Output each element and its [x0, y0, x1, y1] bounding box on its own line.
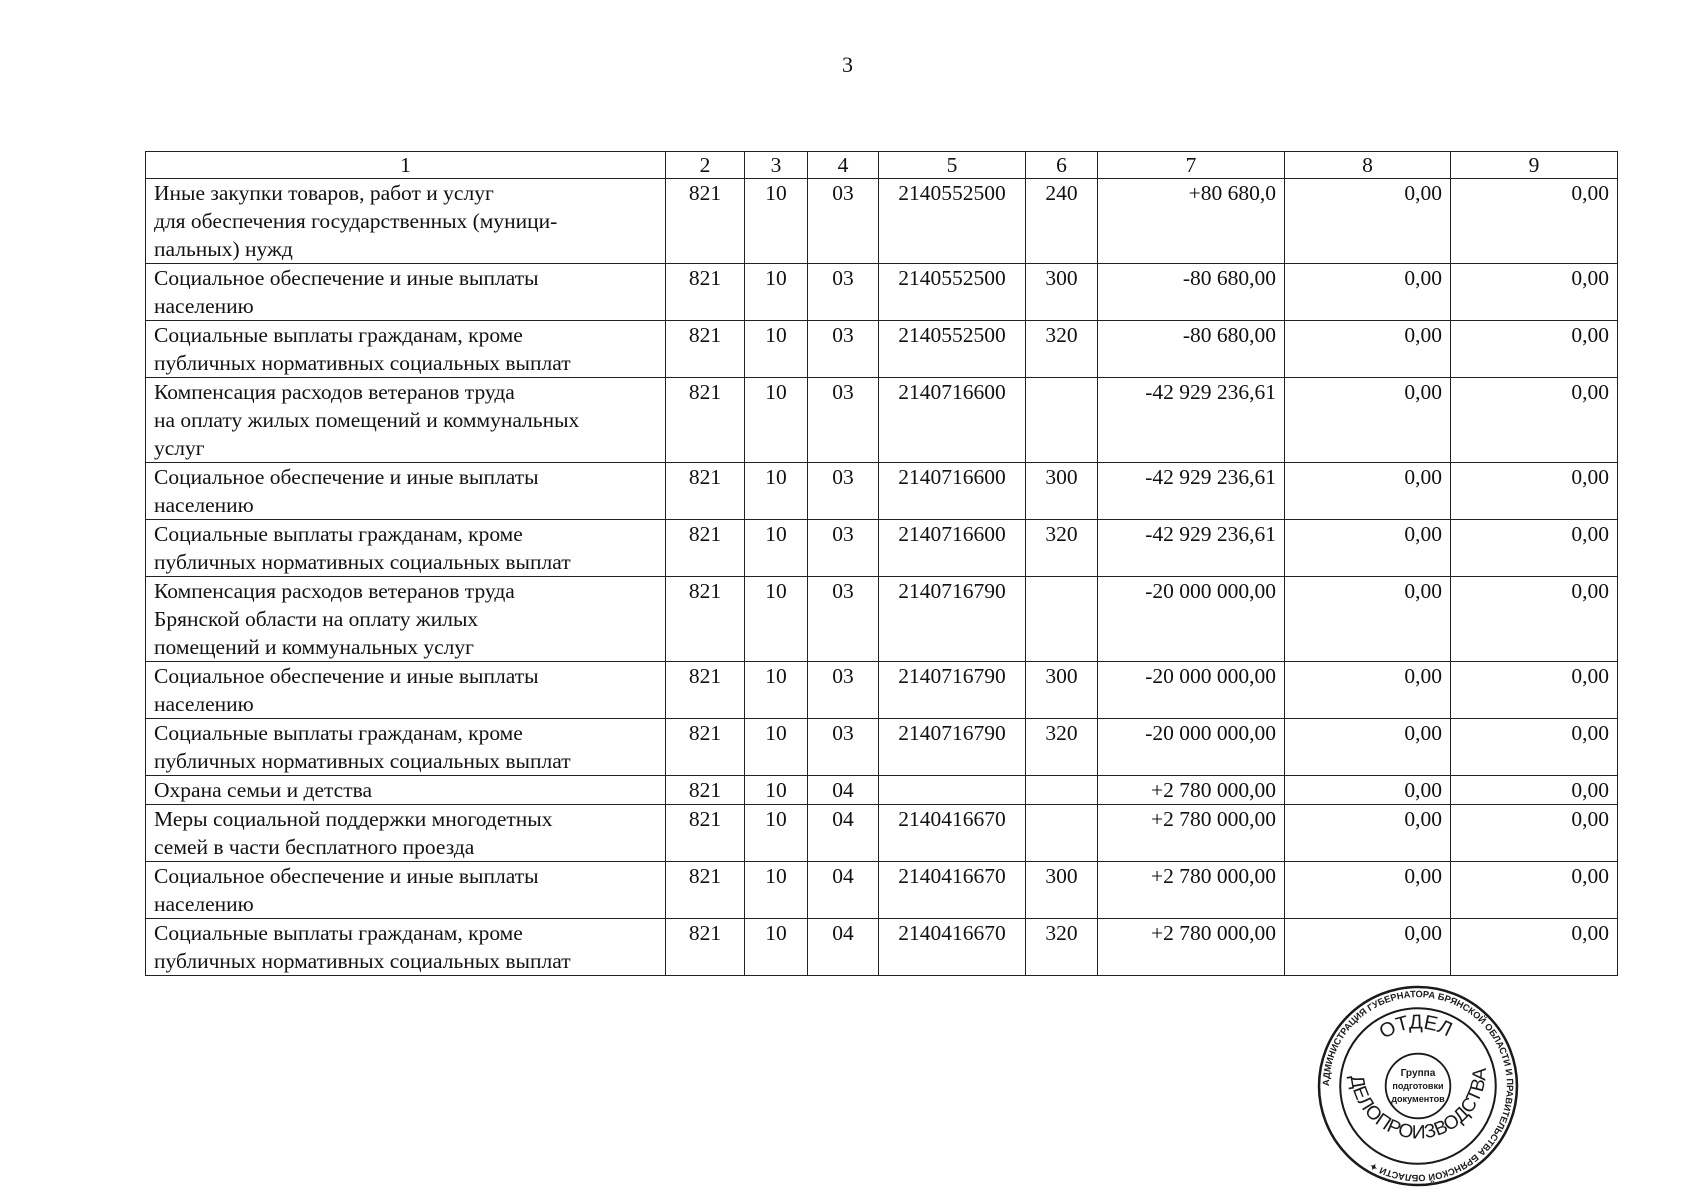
code-cell: 03 — [808, 577, 879, 662]
stamp-center-line: документов — [1391, 1094, 1445, 1105]
code-cell: 821 — [666, 805, 745, 862]
header-row — [146, 152, 1618, 179]
item-name-cell: Компенсация расходов ветеранов труда Брянской области на оплату жилых помещений и коммунальных услуг — [146, 577, 666, 662]
code-cell: 320 — [1026, 719, 1098, 776]
amount-cell: 0,00 — [1285, 520, 1451, 577]
amount-cell: 0,00 — [1285, 662, 1451, 719]
code-cell: 10 — [745, 919, 808, 976]
code-cell: 300 — [1026, 662, 1098, 719]
amount-cell: 0,00 — [1285, 919, 1451, 976]
code-cell: 10 — [745, 520, 808, 577]
code-cell: 2140552500 — [879, 179, 1026, 264]
stamp-outer-text: АДМИНИСТРАЦИЯ ГУБЕРНАТОРА БРЯНСКОЙ ОБЛАСТИ И ПРАВИТЕЛЬСТВА БРЯНСКОЙ ОБЛАСТИ ✦ — [1321, 989, 1515, 1183]
table-row — [146, 520, 1618, 577]
table-row — [146, 919, 1618, 976]
code-cell: 03 — [808, 321, 879, 378]
code-cell: 03 — [808, 264, 879, 321]
amount-cell: 0,00 — [1451, 264, 1618, 321]
code-cell — [1026, 776, 1098, 805]
table-row — [146, 577, 1618, 662]
header-cell: 4 — [808, 152, 879, 179]
code-cell: 821 — [666, 321, 745, 378]
code-cell: 03 — [808, 520, 879, 577]
code-cell: 300 — [1026, 862, 1098, 919]
header-cell: 7 — [1098, 152, 1285, 179]
amount-cell: 0,00 — [1451, 662, 1618, 719]
stamp-arc-bottom-text: ДЕЛОПРОИЗВОДСТВА — [1345, 1067, 1491, 1144]
header-cell: 9 — [1451, 152, 1618, 179]
amount-cell: -80 680,00 — [1098, 321, 1285, 378]
code-cell: 2140552500 — [879, 321, 1026, 378]
code-cell: 821 — [666, 577, 745, 662]
amount-cell: 0,00 — [1451, 776, 1618, 805]
amount-cell: 0,00 — [1285, 577, 1451, 662]
code-cell: 10 — [745, 264, 808, 321]
code-cell: 2140716790 — [879, 719, 1026, 776]
item-name-cell: Социальное обеспечение и иные выплаты населению — [146, 662, 666, 719]
amount-cell: 0,00 — [1451, 805, 1618, 862]
code-cell: 821 — [666, 520, 745, 577]
amount-cell: +2 780 000,00 — [1098, 805, 1285, 862]
amount-cell: 0,00 — [1285, 378, 1451, 463]
table-row — [146, 719, 1618, 776]
item-name-cell: Меры социальной поддержки многодетных семей в части бесплатного проезда — [146, 805, 666, 862]
amount-cell: 0,00 — [1451, 520, 1618, 577]
item-name-cell: Социальное обеспечение и иные выплаты населению — [146, 463, 666, 520]
code-cell: 320 — [1026, 520, 1098, 577]
code-cell: 03 — [808, 179, 879, 264]
item-name-cell: Социальные выплаты гражданам, кроме публичных нормативных социальных выплат — [146, 719, 666, 776]
table-row — [146, 662, 1618, 719]
header-cell: 8 — [1285, 152, 1451, 179]
code-cell: 03 — [808, 719, 879, 776]
table-row — [146, 463, 1618, 520]
item-name-cell: Охрана семьи и детства — [146, 776, 666, 805]
amount-cell: 0,00 — [1451, 919, 1618, 976]
amount-cell: -42 929 236,61 — [1098, 378, 1285, 463]
amount-cell: -20 000 000,00 — [1098, 719, 1285, 776]
code-cell: 10 — [745, 463, 808, 520]
table-row — [146, 264, 1618, 321]
code-cell: 03 — [808, 378, 879, 463]
code-cell: 821 — [666, 776, 745, 805]
code-cell: 10 — [745, 179, 808, 264]
amount-cell: 0,00 — [1285, 321, 1451, 378]
code-cell: 2140716790 — [879, 662, 1026, 719]
amount-cell: +2 780 000,00 — [1098, 919, 1285, 976]
code-cell: 10 — [745, 662, 808, 719]
code-cell: 10 — [745, 862, 808, 919]
code-cell: 10 — [745, 577, 808, 662]
table-row — [146, 805, 1618, 862]
code-cell — [1026, 378, 1098, 463]
item-name-cell: Социальное обеспечение и иные выплаты населению — [146, 862, 666, 919]
item-name-cell: Иные закупки товаров, работ и услуг для обеспечения государственных (муници- пальных) нужд — [146, 179, 666, 264]
amount-cell: +2 780 000,00 — [1098, 862, 1285, 919]
code-cell: 2140716600 — [879, 378, 1026, 463]
code-cell: 821 — [666, 919, 745, 976]
code-cell: 03 — [808, 463, 879, 520]
amount-cell: +2 780 000,00 — [1098, 776, 1285, 805]
code-cell: 2140416670 — [879, 919, 1026, 976]
code-cell: 821 — [666, 264, 745, 321]
amount-cell: 0,00 — [1451, 463, 1618, 520]
code-cell: 821 — [666, 179, 745, 264]
amount-cell: 0,00 — [1285, 719, 1451, 776]
code-cell: 10 — [745, 321, 808, 378]
code-cell: 2140716600 — [879, 520, 1026, 577]
code-cell: 2140416670 — [879, 805, 1026, 862]
code-cell: 320 — [1026, 919, 1098, 976]
amount-cell: 0,00 — [1285, 805, 1451, 862]
item-name-cell: Социальные выплаты гражданам, кроме публичных нормативных социальных выплат — [146, 919, 666, 976]
amount-cell: 0,00 — [1285, 179, 1451, 264]
amount-cell: 0,00 — [1285, 264, 1451, 321]
code-cell: 2140416670 — [879, 862, 1026, 919]
budget-table — [145, 151, 1618, 976]
code-cell: 300 — [1026, 463, 1098, 520]
code-cell: 821 — [666, 463, 745, 520]
code-cell: 2140716600 — [879, 463, 1026, 520]
code-cell: 03 — [808, 662, 879, 719]
code-cell: 04 — [808, 862, 879, 919]
item-name-cell: Компенсация расходов ветеранов труда на оплату жилых помещений и коммунальных услуг — [146, 378, 666, 463]
code-cell: 320 — [1026, 321, 1098, 378]
code-cell: 2140552500 — [879, 264, 1026, 321]
code-cell: 300 — [1026, 264, 1098, 321]
amount-cell: 0,00 — [1451, 179, 1618, 264]
code-cell: 240 — [1026, 179, 1098, 264]
amount-cell: 0,00 — [1285, 862, 1451, 919]
table-row — [146, 776, 1618, 805]
department-stamp — [1317, 985, 1519, 1187]
item-name-cell: Социальные выплаты гражданам, кроме публичных нормативных социальных выплат — [146, 321, 666, 378]
amount-cell: 0,00 — [1451, 378, 1618, 463]
table-row — [146, 321, 1618, 378]
header-cell: 5 — [879, 152, 1026, 179]
header-cell: 2 — [666, 152, 745, 179]
amount-cell: -20 000 000,00 — [1098, 662, 1285, 719]
table-body — [146, 179, 1618, 976]
code-cell: 10 — [745, 776, 808, 805]
code-cell: 10 — [745, 378, 808, 463]
code-cell: 04 — [808, 805, 879, 862]
item-name-cell: Социальное обеспечение и иные выплаты населению — [146, 264, 666, 321]
amount-cell: -42 929 236,61 — [1098, 520, 1285, 577]
code-cell: 04 — [808, 919, 879, 976]
page-number: 3 — [842, 52, 853, 77]
amount-cell: 0,00 — [1285, 463, 1451, 520]
table-row — [146, 862, 1618, 919]
code-cell: 821 — [666, 719, 745, 776]
code-cell: 821 — [666, 662, 745, 719]
code-cell: 2140716790 — [879, 577, 1026, 662]
amount-cell: 0,00 — [1451, 321, 1618, 378]
code-cell: 10 — [745, 719, 808, 776]
code-cell — [879, 776, 1026, 805]
amount-cell: -80 680,00 — [1098, 264, 1285, 321]
amount-cell: 0,00 — [1451, 862, 1618, 919]
header-cell: 1 — [146, 152, 666, 179]
header-cell: 3 — [745, 152, 808, 179]
amount-cell: -42 929 236,61 — [1098, 463, 1285, 520]
code-cell — [1026, 577, 1098, 662]
stamp-center-line: подготовки — [1392, 1081, 1444, 1092]
code-cell: 04 — [808, 776, 879, 805]
amount-cell: 0,00 — [1451, 719, 1618, 776]
code-cell: 10 — [745, 805, 808, 862]
amount-cell: -20 000 000,00 — [1098, 577, 1285, 662]
item-name-cell: Социальные выплаты гражданам, кроме публичных нормативных социальных выплат — [146, 520, 666, 577]
table-row — [146, 179, 1618, 264]
code-cell: 821 — [666, 378, 745, 463]
table-row — [146, 378, 1618, 463]
amount-cell: 0,00 — [1285, 776, 1451, 805]
stamp-arc-top-text: ОТДЕЛ — [1375, 1011, 1456, 1044]
code-cell — [1026, 805, 1098, 862]
code-cell: 821 — [666, 862, 745, 919]
amount-cell: +80 680,0 — [1098, 179, 1285, 264]
amount-cell: 0,00 — [1451, 577, 1618, 662]
stamp-center-line: Группа — [1400, 1067, 1436, 1079]
header-cell: 6 — [1026, 152, 1098, 179]
